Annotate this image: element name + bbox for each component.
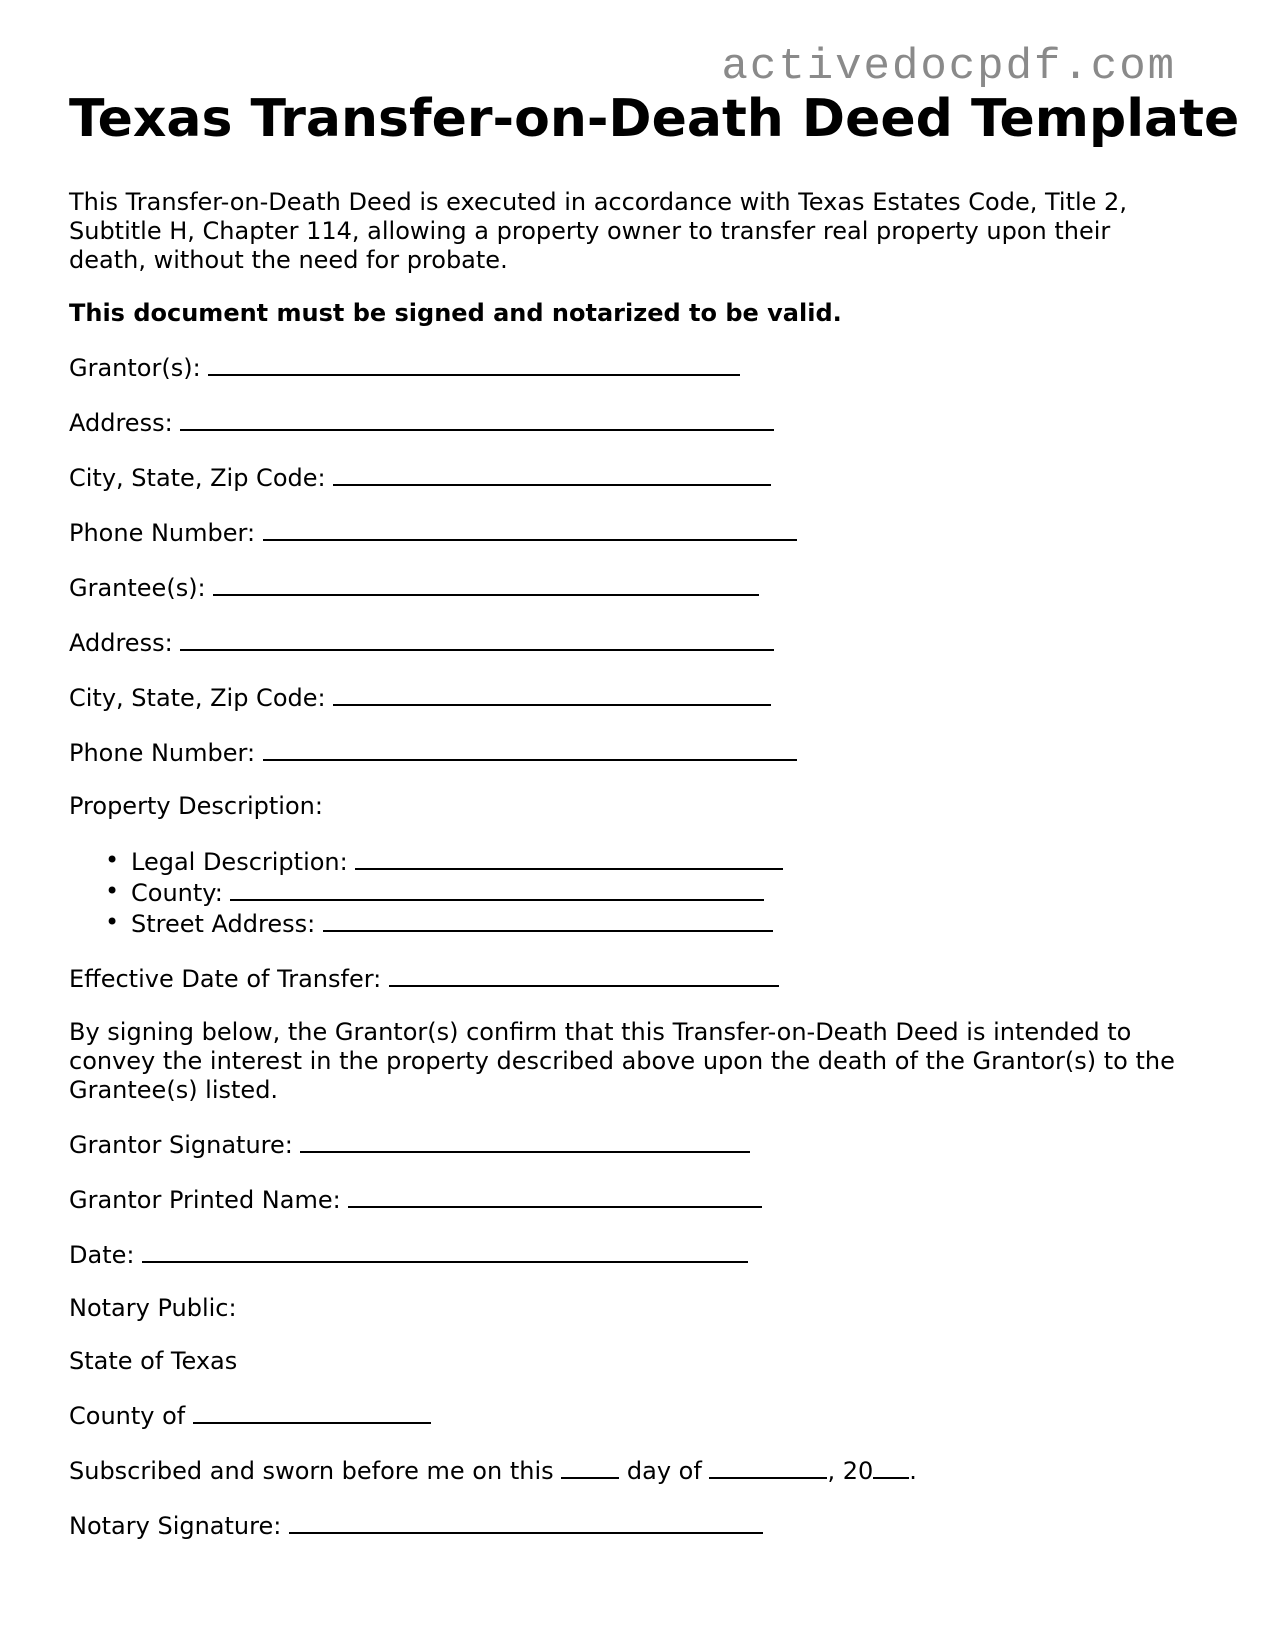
- grantor-signature-label: Grantor Signature:: [69, 1131, 293, 1159]
- notary-heading: Notary Public:: [69, 1294, 237, 1322]
- notary-state: State of Texas: [69, 1347, 238, 1375]
- grantee-address-label: Address:: [69, 629, 173, 657]
- property-street-address-blank[interactable]: [323, 908, 773, 932]
- grantee-address-field: [69, 627, 1189, 658]
- bullet-icon: •: [105, 846, 120, 874]
- grantor-name-field: [69, 352, 1189, 383]
- grantor-printed-name-field: [69, 1184, 1189, 1215]
- bullet-icon: •: [105, 908, 120, 936]
- grantor-city-blank[interactable]: [333, 462, 771, 486]
- grantor-address-label: Address:: [69, 409, 173, 437]
- sworn-year-blank[interactable]: [873, 1455, 909, 1479]
- page-title: Texas Transfer-on-Death Deed Template: [69, 89, 1240, 149]
- notary-county-blank[interactable]: [193, 1400, 431, 1424]
- validity-notice: This document must be signed and notarized to be valid.: [69, 299, 842, 327]
- watermark: activedocpdf.com: [721, 42, 1176, 92]
- grantor-signature-blank[interactable]: [300, 1129, 750, 1153]
- sworn-prefix: Subscribed and sworn before me on this: [69, 1457, 554, 1485]
- sworn-statement: [69, 1455, 1189, 1486]
- confirmation-paragraph: By signing below, the Grantor(s) confirm that this Transfer-on-Death Deed is intended to convey the interest in the property described above upon the death of the Grantor(s) to the Grantee(s) listed.: [69, 1018, 1175, 1104]
- effective-date-blank[interactable]: [389, 963, 779, 987]
- property-street-address-label: Street Address:: [131, 910, 316, 938]
- property-legal-description-blank[interactable]: [355, 846, 783, 870]
- sworn-comma: ,: [827, 1457, 836, 1485]
- property-heading: Property Description:: [69, 792, 323, 820]
- document-page: [69, 88, 1240, 1541]
- grantee-phone-blank[interactable]: [263, 737, 797, 761]
- intro-paragraph: This Transfer-on-Death Deed is executed in accordance with Texas Estates Code, Title 2, Subtitle H, Chapter 114, allowing a property owner to transfer real property upon their death, without the need for probate.: [69, 188, 1127, 274]
- grantee-phone-field: [69, 737, 1189, 768]
- grantor-signature-field: [69, 1129, 1189, 1160]
- grantor-name-label: Grantor(s):: [69, 354, 201, 382]
- date-label: Date:: [69, 1241, 135, 1269]
- grantee-city-label: City, State, Zip Code:: [69, 684, 326, 712]
- grantee-city-field: [69, 682, 1189, 713]
- grantor-phone-blank[interactable]: [263, 517, 797, 541]
- property-street-address: [69, 908, 1189, 939]
- notary-county-field: [69, 1400, 1189, 1431]
- grantor-address-blank[interactable]: [180, 407, 774, 431]
- notary-signature-label: Notary Signature:: [69, 1512, 282, 1540]
- notary-signature-field: [69, 1510, 1189, 1541]
- grantor-phone-label: Phone Number:: [69, 519, 256, 547]
- property-county-blank[interactable]: [230, 877, 764, 901]
- date-blank[interactable]: [142, 1239, 748, 1263]
- effective-date-label: Effective Date of Transfer:: [69, 965, 382, 993]
- grantee-address-blank[interactable]: [180, 627, 774, 651]
- sworn-day-blank[interactable]: [561, 1455, 619, 1479]
- grantor-printed-name-label: Grantor Printed Name:: [69, 1186, 341, 1214]
- property-list: [69, 846, 1189, 939]
- grantor-printed-name-blank[interactable]: [348, 1184, 762, 1208]
- date-field: [69, 1239, 1189, 1270]
- bullet-icon: •: [105, 877, 120, 905]
- sworn-month-blank[interactable]: [709, 1455, 827, 1479]
- grantor-name-blank[interactable]: [208, 352, 740, 376]
- property-county-label: County:: [131, 879, 223, 907]
- grantee-phone-label: Phone Number:: [69, 739, 256, 767]
- grantee-name-blank[interactable]: [213, 572, 759, 596]
- grantee-name-field: [69, 572, 1189, 603]
- sworn-day-label: day of: [626, 1457, 702, 1485]
- effective-date-field: [69, 963, 1189, 994]
- sworn-year-prefix: 20: [842, 1457, 874, 1485]
- notary-signature-blank[interactable]: [289, 1510, 763, 1534]
- property-county: [69, 877, 1189, 908]
- notary-county-label: County of: [69, 1402, 186, 1430]
- property-legal-description: [69, 846, 1189, 877]
- grantor-city-label: City, State, Zip Code:: [69, 464, 326, 492]
- property-legal-description-label: Legal Description:: [131, 848, 348, 876]
- grantor-phone-field: [69, 517, 1189, 548]
- grantee-city-blank[interactable]: [333, 682, 771, 706]
- grantee-name-label: Grantee(s):: [69, 574, 206, 602]
- grantor-address-field: [69, 407, 1189, 438]
- sworn-end: .: [909, 1457, 917, 1485]
- grantor-city-field: [69, 462, 1189, 493]
